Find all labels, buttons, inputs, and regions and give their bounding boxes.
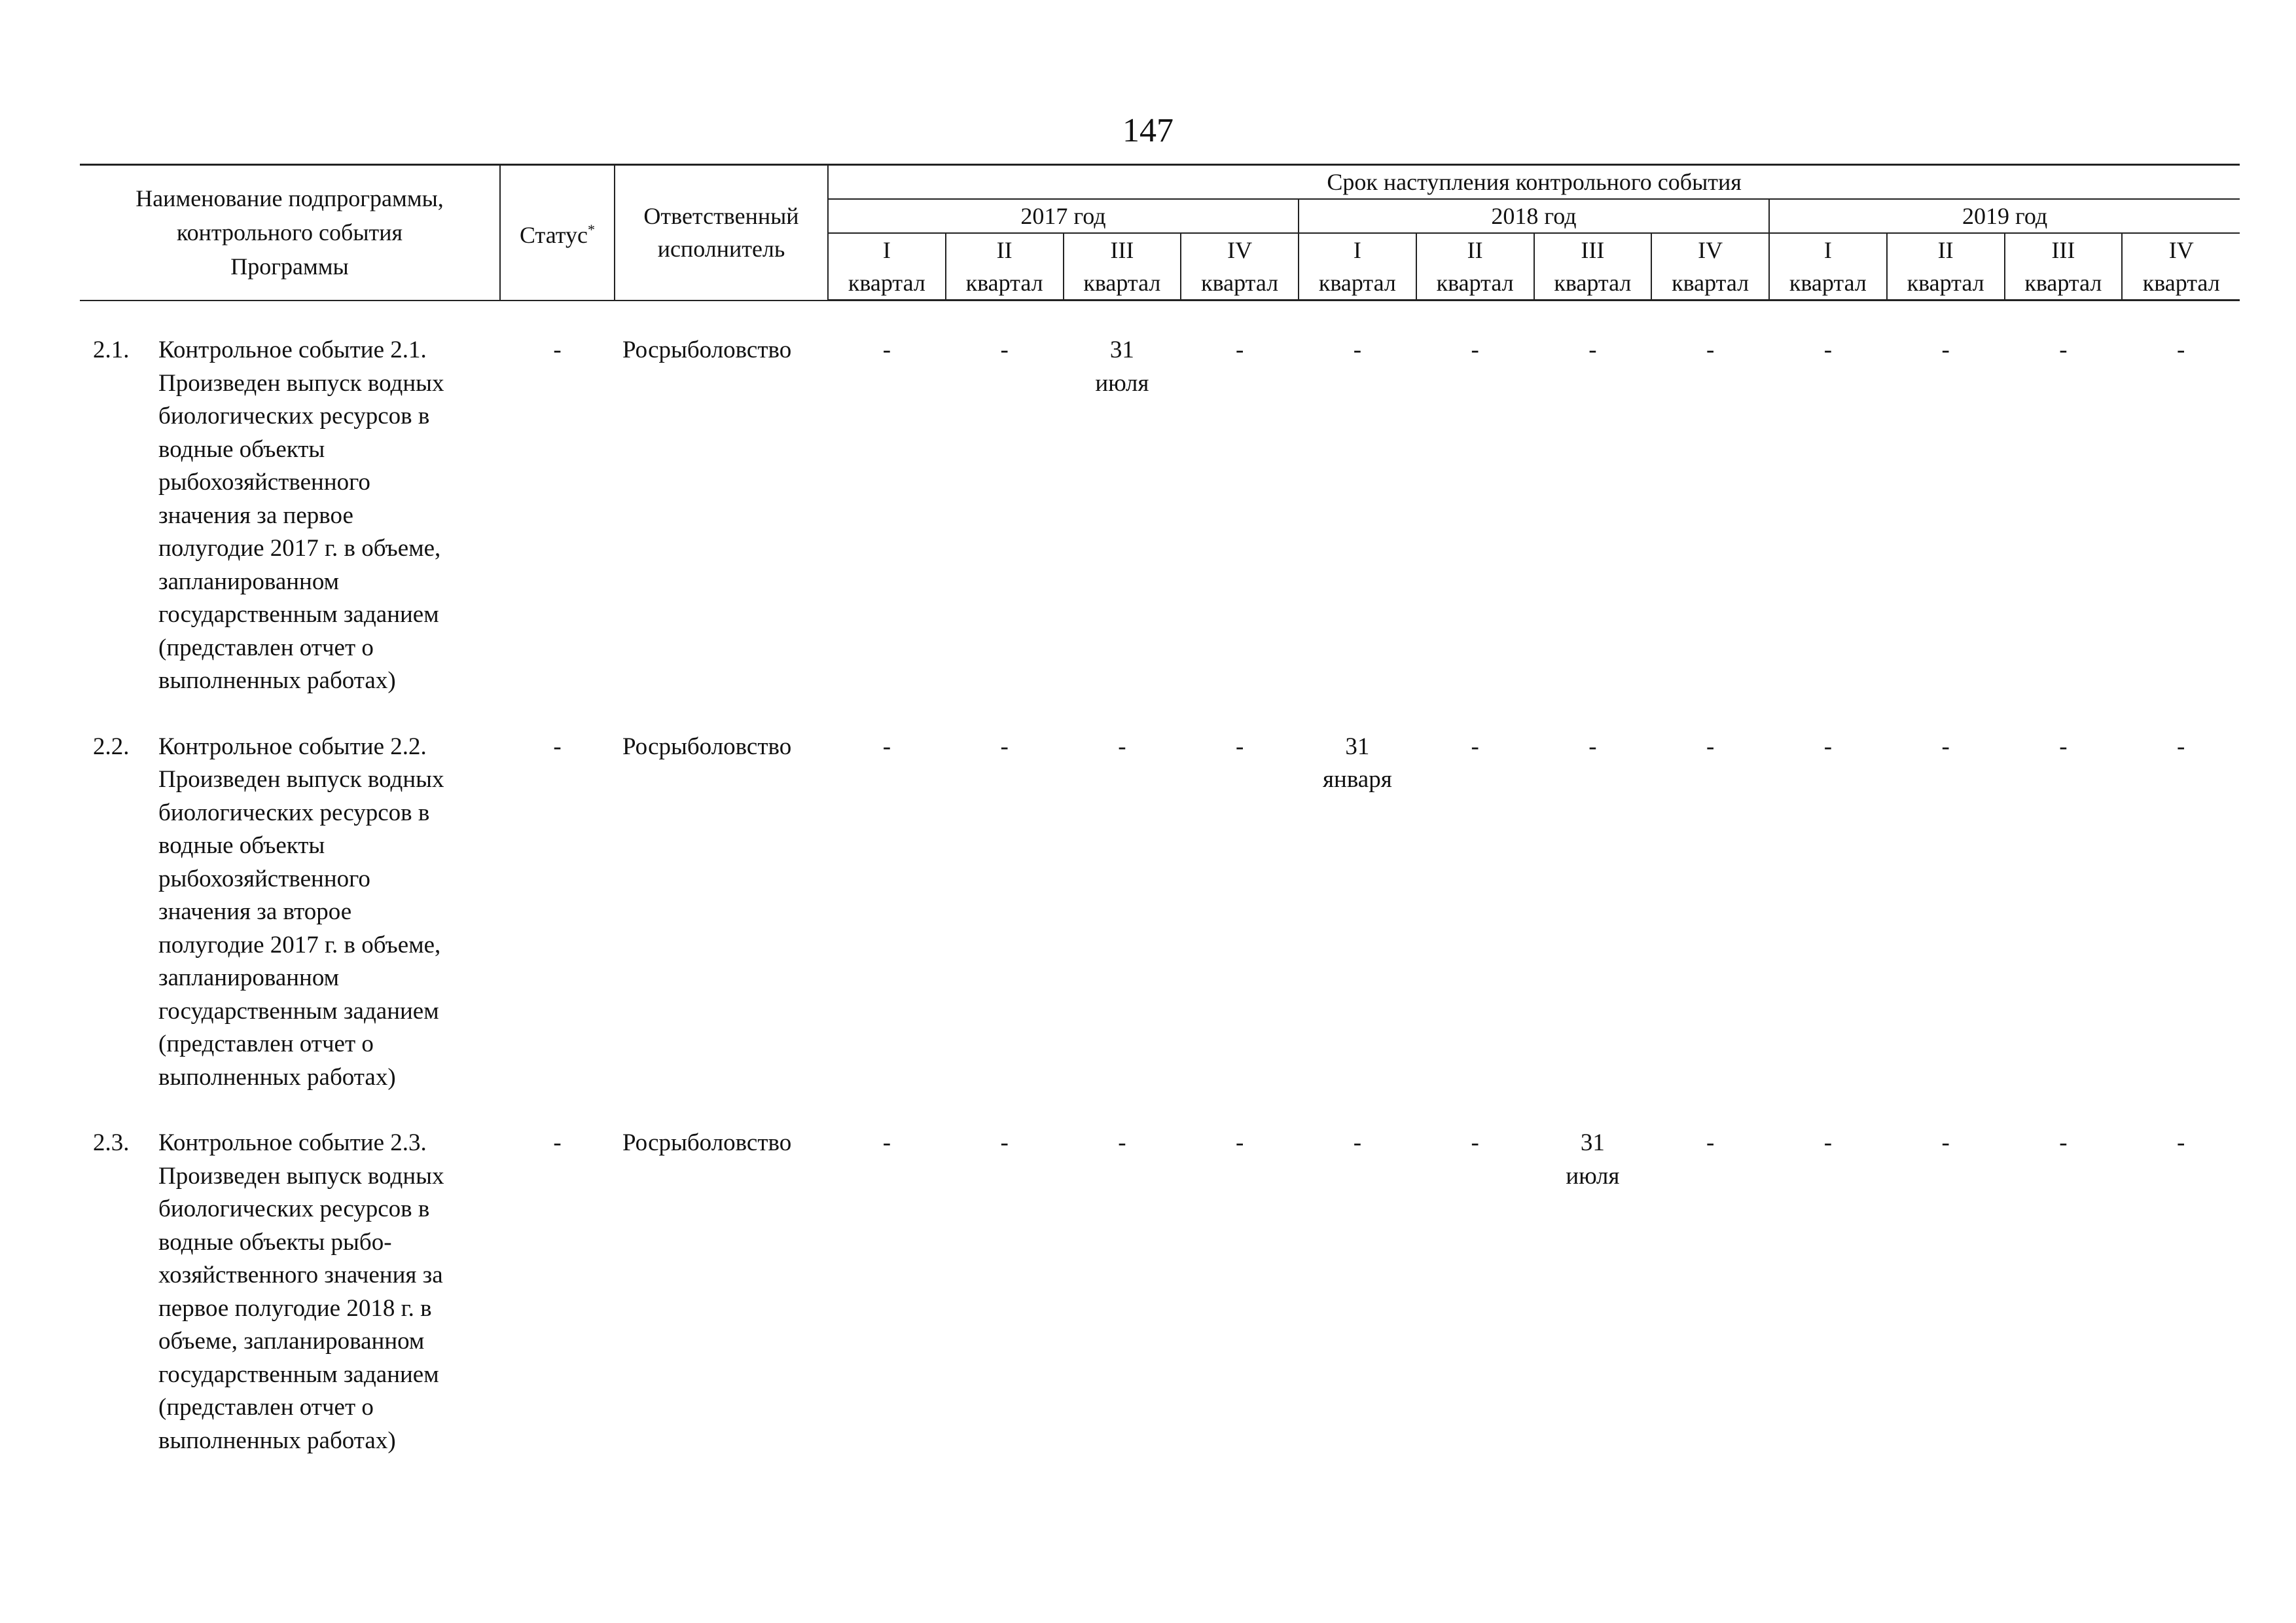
quarter-word: квартал <box>1907 270 1984 296</box>
deadline-value: - <box>1000 733 1009 760</box>
event-description-line: рыбохозяйственного <box>158 469 370 496</box>
header-quarter <box>1299 233 1416 301</box>
quarter-deadline-cell <box>1181 1127 1299 1457</box>
quarter-deadline-cell <box>1064 334 1181 698</box>
event-name-cell <box>80 1127 500 1457</box>
deadline-value: июля <box>1095 369 1149 397</box>
deadline-value: - <box>1118 733 1126 760</box>
deadline-value: - <box>1823 733 1833 760</box>
deadline-value: - <box>1471 337 1479 363</box>
header-deadline: Срок наступления контрольного события <box>828 165 2240 200</box>
event-description-line: (представлен отчет о <box>158 634 374 661</box>
event-executor: Росрыболовство <box>622 337 792 363</box>
event-description-line: (представлен отчет о <box>158 1030 374 1057</box>
quarter-deadline-cell <box>1769 334 1887 698</box>
event-number: 2.3. <box>93 1129 130 1156</box>
quarter-number: I <box>1353 237 1361 263</box>
event-status: - <box>553 337 562 363</box>
table-row <box>80 334 2240 698</box>
control-events-table <box>80 164 2240 1457</box>
table-row <box>80 1127 2240 1457</box>
quarter-deadline-cell <box>1651 334 1769 698</box>
event-description-line: значения за первое <box>158 501 353 529</box>
quarter-deadline-cell <box>828 334 946 698</box>
header-quarter <box>2122 233 2240 301</box>
deadline-value: - <box>2177 337 2185 363</box>
event-description-line: Произведен выпуск водных <box>158 369 444 397</box>
deadline-value: - <box>1000 1129 1009 1156</box>
event-description-line: биологических ресурсов в <box>158 799 430 826</box>
event-description <box>158 731 500 1095</box>
header-quarter <box>1064 233 1181 301</box>
quarter-number: II <box>1467 237 1483 263</box>
header-year-2017: 2017 год <box>828 199 1299 233</box>
deadline-value: - <box>1706 733 1715 760</box>
header-executor: Ответственный исполнитель <box>615 165 828 301</box>
deadline-value: - <box>882 337 891 363</box>
quarter-number: I <box>882 237 891 263</box>
event-description-line: значения за второе <box>158 898 352 925</box>
quarter-word: квартал <box>1672 270 1749 296</box>
header-year-2019: 2019 год <box>1769 199 2240 233</box>
deadline-value: - <box>1235 337 1244 363</box>
quarter-number: II <box>1937 237 1954 263</box>
event-name-cell <box>80 731 500 1095</box>
deadline-value: июля <box>1566 1162 1620 1190</box>
event-executor: Росрыболовство <box>622 1129 792 1156</box>
quarter-word: квартал <box>1789 270 1867 296</box>
deadline-value: - <box>1823 337 1833 363</box>
header-quarter <box>1769 233 1887 301</box>
deadline-value: - <box>1353 337 1362 363</box>
event-description-line: рыбохозяйственного <box>158 865 370 892</box>
event-description-line: выполненных работах) <box>158 667 396 694</box>
deadline-value: - <box>1706 1129 1715 1156</box>
quarter-deadline-cell <box>1416 1127 1534 1457</box>
quarter-deadline-cell <box>946 334 1064 698</box>
deadline-value: 31 <box>1109 337 1134 363</box>
event-number: 2.1. <box>93 337 130 363</box>
quarter-deadline-cell <box>2122 731 2240 1095</box>
deadline-value: - <box>1353 1129 1362 1156</box>
event-description-line: водные объекты <box>158 832 325 859</box>
page-number: 147 <box>1122 112 1174 149</box>
quarter-word: квартал <box>1083 270 1161 296</box>
event-description-line: биологических ресурсов в <box>158 1195 430 1222</box>
header-name: Наименование подпрограммы, контрольного события Программы <box>80 165 500 301</box>
event-status: - <box>553 733 562 760</box>
quarter-deadline-cell <box>2122 1127 2240 1457</box>
header-quarter <box>2005 233 2123 301</box>
deadline-value: 31 <box>1345 733 1370 760</box>
header-quarter <box>1416 233 1534 301</box>
event-description <box>158 334 500 698</box>
quarter-deadline-cell <box>2005 334 2123 698</box>
deadline-value: - <box>1941 733 1950 760</box>
event-description-line: водные объекты <box>158 435 325 463</box>
deadline-value: - <box>1823 1129 1833 1156</box>
event-description-line: выполненных работах) <box>158 1063 396 1091</box>
quarter-deadline-cell <box>1064 1127 1181 1457</box>
event-description-line: полугодие 2017 г. в объеме, <box>158 535 441 562</box>
deadline-value: - <box>882 1129 891 1156</box>
quarter-number: II <box>996 237 1013 263</box>
deadline-value: - <box>1941 1129 1950 1156</box>
quarter-deadline-cell <box>1769 1127 1887 1457</box>
event-description-line: Произведен выпуск водных <box>158 1162 444 1190</box>
quarter-deadline-cell <box>1534 731 1652 1095</box>
quarter-word: квартал <box>2024 270 2102 296</box>
event-description-line: полугодие 2017 г. в объеме, <box>158 931 441 958</box>
event-description-line: государственным заданием <box>158 1360 439 1388</box>
quarter-deadline-cell <box>1887 1127 2005 1457</box>
header-quarter <box>1887 233 2005 301</box>
event-description <box>158 1127 500 1457</box>
quarter-number: I <box>1823 237 1832 263</box>
deadline-value: - <box>2059 733 2068 760</box>
quarter-word: квартал <box>848 270 925 296</box>
quarter-deadline-cell <box>1887 334 2005 698</box>
quarter-deadline-cell <box>946 731 1064 1095</box>
header-quarter <box>828 233 946 301</box>
event-description-line: объеме, запланированном <box>158 1328 425 1355</box>
header-quarter <box>1651 233 1769 301</box>
event-status: - <box>553 1129 562 1156</box>
quarter-deadline-cell <box>828 1127 946 1457</box>
header-year-2018: 2018 год <box>1299 199 1769 233</box>
event-description-line: государственным заданием <box>158 601 439 628</box>
quarter-deadline-cell <box>1887 731 2005 1095</box>
quarter-number: IV <box>1698 237 1723 263</box>
event-executor: Росрыболовство <box>622 733 792 760</box>
quarter-deadline-cell <box>1534 334 1652 698</box>
deadline-value: - <box>1941 337 1950 363</box>
event-description-line: водные объекты рыбо- <box>158 1228 392 1256</box>
quarter-word: квартал <box>1318 270 1396 296</box>
deadline-value: - <box>1235 733 1244 760</box>
event-description-line: (представлен отчет о <box>158 1394 374 1421</box>
table-row <box>80 731 2240 1095</box>
quarter-deadline-cell <box>1416 334 1534 698</box>
quarter-deadline-cell <box>828 731 946 1095</box>
quarter-deadline-cell <box>2005 1127 2123 1457</box>
deadline-value: января <box>1323 766 1392 793</box>
event-description-line: Контрольное событие 2.2. <box>158 733 427 760</box>
event-description-line: первое полугодие 2018 г. в <box>158 1294 432 1322</box>
quarter-deadline-cell <box>1651 1127 1769 1457</box>
event-description-line: Контрольное событие 2.3. <box>158 1129 427 1156</box>
event-description-line: Контрольное событие 2.1. <box>158 337 427 363</box>
quarter-number: III <box>1581 237 1605 263</box>
quarter-deadline-cell <box>946 1127 1064 1457</box>
quarter-deadline-cell <box>1299 334 1416 698</box>
deadline-value: - <box>1471 1129 1479 1156</box>
event-description-line: хозяйственного значения за <box>158 1262 443 1288</box>
event-description-line: запланированном <box>158 568 340 595</box>
event-number: 2.2. <box>93 733 130 760</box>
deadline-value: - <box>2059 337 2068 363</box>
quarter-deadline-cell <box>1416 731 1534 1095</box>
quarter-number: IV <box>1227 237 1253 263</box>
quarter-deadline-cell <box>1299 1127 1416 1457</box>
quarter-number: IV <box>2168 237 2194 263</box>
event-description-line: государственным заданием <box>158 997 439 1025</box>
quarter-deadline-cell <box>2122 334 2240 698</box>
quarter-word: квартал <box>1201 270 1279 296</box>
deadline-value: - <box>1471 733 1479 760</box>
quarter-number: III <box>1110 237 1134 263</box>
quarter-deadline-cell <box>1181 334 1299 698</box>
deadline-value: - <box>2177 733 2185 760</box>
header-quarter <box>946 233 1064 301</box>
deadline-value: - <box>1000 337 1009 363</box>
quarter-word: квартал <box>1436 270 1514 296</box>
quarter-deadline-cell <box>2005 731 2123 1095</box>
quarter-deadline-cell <box>1299 731 1416 1095</box>
quarter-deadline-cell <box>1534 1127 1652 1457</box>
quarter-deadline-cell <box>1651 731 1769 1095</box>
deadline-value: - <box>1706 337 1715 363</box>
quarter-word: квартал <box>2142 270 2220 296</box>
event-description-line: Произведен выпуск водных <box>158 766 444 793</box>
quarter-deadline-cell <box>1064 731 1181 1095</box>
deadline-value: - <box>882 733 891 760</box>
deadline-value: - <box>1235 1129 1244 1156</box>
deadline-value: - <box>1118 1129 1126 1156</box>
deadline-value: - <box>2177 1129 2185 1156</box>
quarter-word: квартал <box>1554 270 1632 296</box>
event-description-line: выполненных работах) <box>158 1427 396 1454</box>
quarter-word: квартал <box>965 270 1043 296</box>
header-quarter <box>1534 233 1652 301</box>
header-status: Статус* <box>500 165 615 301</box>
event-description-line: запланированном <box>158 964 340 991</box>
event-description-line: биологических ресурсов в <box>158 403 430 429</box>
quarter-deadline-cell <box>1769 731 1887 1095</box>
deadline-value: 31 <box>1580 1129 1605 1156</box>
quarter-number: III <box>2051 237 2075 263</box>
header-quarter <box>1181 233 1299 301</box>
deadline-value: - <box>2059 1129 2068 1156</box>
deadline-value: - <box>1588 337 1597 363</box>
deadline-value: - <box>1588 733 1597 760</box>
event-name-cell <box>80 334 500 698</box>
quarter-deadline-cell <box>1181 731 1299 1095</box>
